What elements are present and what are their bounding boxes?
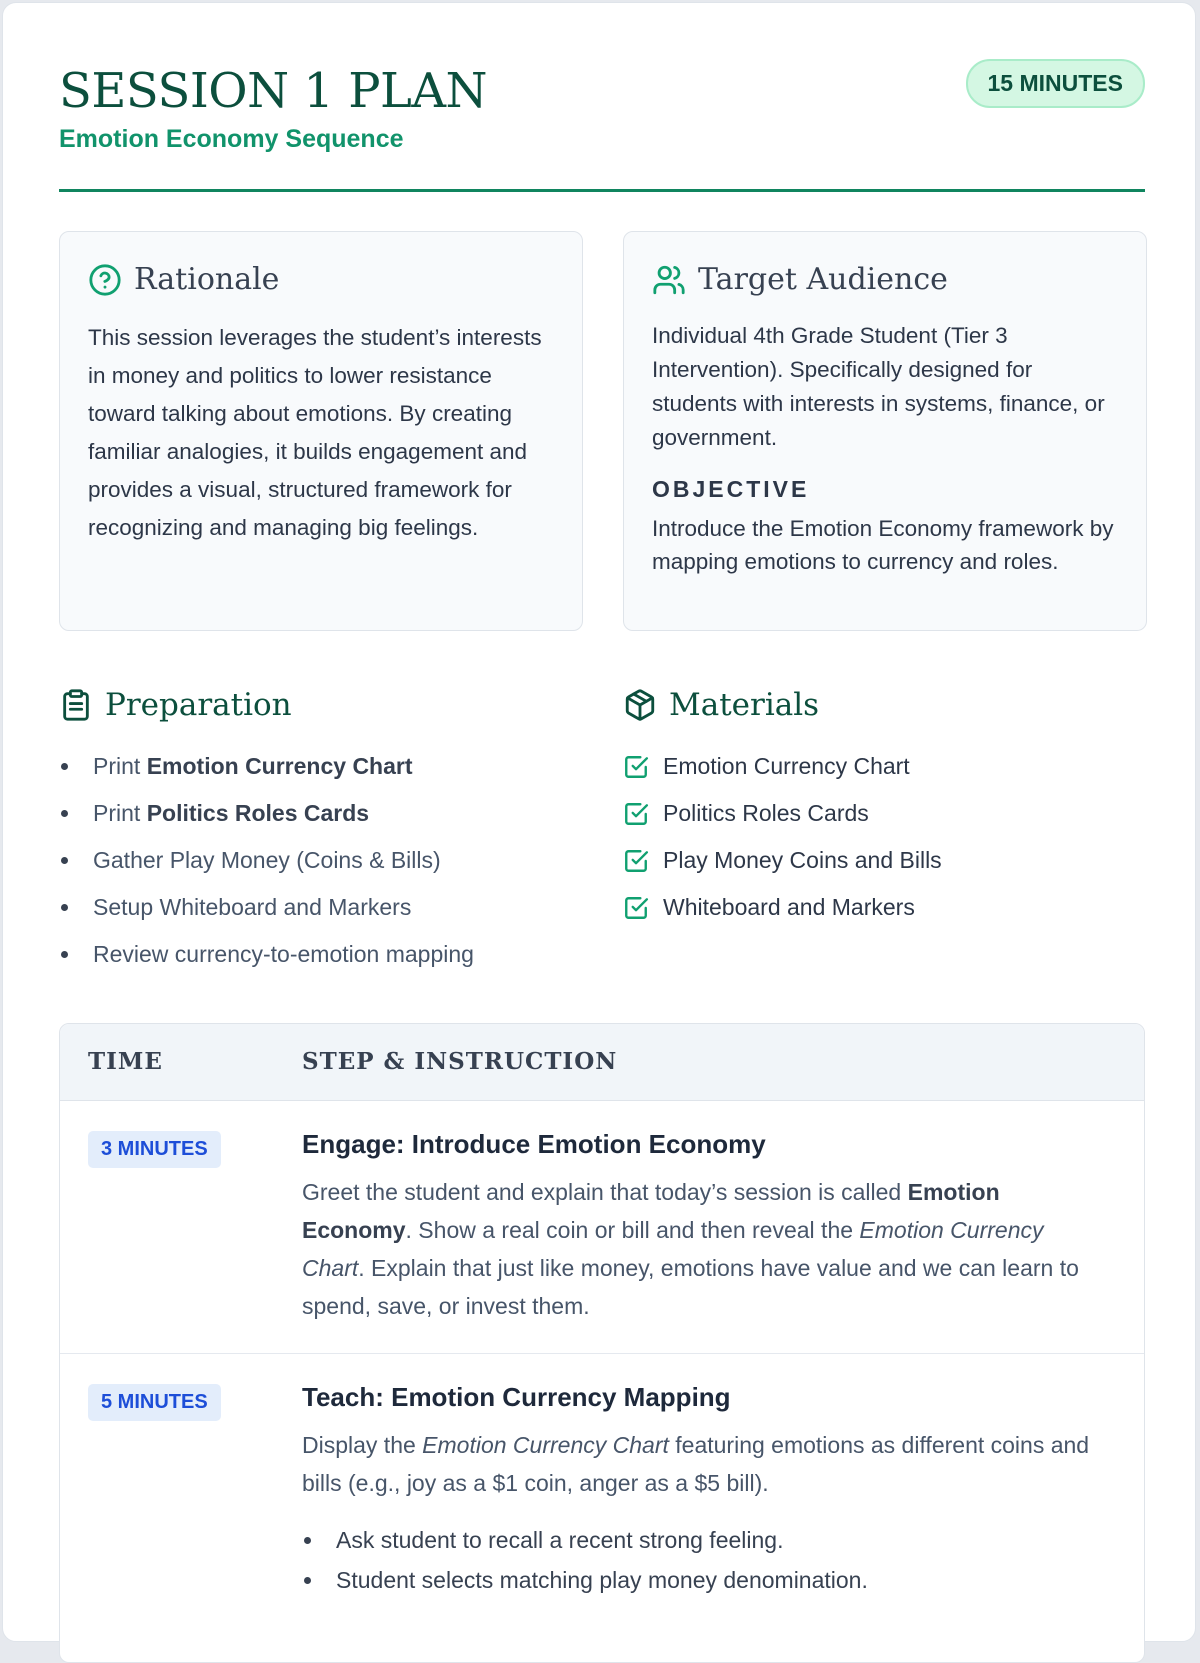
bullet-icon xyxy=(61,810,68,817)
materials-list xyxy=(623,745,942,933)
audience-text: Individual 4th Grade Student (Tier 3 Intervention). Specifically designed for students with interests in systems, finance, or government. xyxy=(652,323,1105,450)
rationale-heading: Rationale xyxy=(134,262,280,297)
item-bold-text: Politics Roles Cards xyxy=(146,800,370,826)
item-text: Play Money Coins and Bills xyxy=(663,847,942,873)
materials-heading: Materials xyxy=(669,687,820,723)
table-row xyxy=(60,1101,1144,1354)
item-text: Politics Roles Cards xyxy=(663,800,869,826)
instruction-text: . Explain that just like money, emotions have value and we can learn to spend, save, or invest them. xyxy=(302,1255,1079,1319)
instruction-text: Greet the student and explain that today’s session is called xyxy=(302,1179,908,1205)
audience-header xyxy=(652,262,948,297)
rationale-card xyxy=(59,231,583,631)
list-item xyxy=(59,886,474,933)
column-header-step: STEP & INSTRUCTION xyxy=(302,1048,618,1075)
target-audience-card xyxy=(623,231,1147,631)
item-text: Ask student to recall a recent strong feeling. xyxy=(336,1527,784,1553)
item-text: Student selects matching play money denomination. xyxy=(336,1567,868,1593)
item-text: Review currency-to-emotion mapping xyxy=(93,941,474,967)
step-bullet-list xyxy=(302,1520,868,1600)
bullet-icon xyxy=(61,904,68,911)
step-title: Engage: Introduce Emotion Economy xyxy=(302,1129,766,1159)
duration-badge: 15 MINUTES xyxy=(966,59,1145,108)
item-text: Print xyxy=(93,800,147,826)
step-instruction xyxy=(302,1426,1112,1502)
list-item xyxy=(623,745,942,792)
instruction-bold: Emotion Economy xyxy=(302,1179,1000,1243)
table-header xyxy=(60,1024,1144,1101)
page-subtitle: Emotion Economy Sequence xyxy=(59,125,404,153)
preparation-list xyxy=(59,745,474,980)
materials-header xyxy=(623,687,819,723)
preparation-header xyxy=(59,687,292,723)
audience-heading: Target Audience xyxy=(698,262,948,297)
clipboard-icon xyxy=(59,688,93,722)
objective-text: Introduce the Emotion Economy framework by mapping emotions to currency and roles. xyxy=(652,516,1114,574)
lesson-plan-page xyxy=(2,2,1196,1642)
item-text: Gather Play Money (Coins & Bills) xyxy=(93,847,441,873)
instruction-text: featuring emotions as different coins and bills (e.g., joy as a $1 coin, anger as a $5 bill). xyxy=(302,1432,1090,1496)
bullet-icon xyxy=(61,857,68,864)
users-icon xyxy=(652,263,686,297)
list-item xyxy=(623,886,942,933)
objective-label: OBJECTIVE xyxy=(652,476,810,502)
item-text: Setup Whiteboard and Markers xyxy=(93,894,412,920)
instruction-italic: Emotion Currency Chart xyxy=(302,1217,1044,1281)
bullet-icon xyxy=(304,1577,311,1584)
rationale-header xyxy=(88,262,279,297)
steps-table xyxy=(59,1023,1145,1663)
step-title: Teach: Emotion Currency Mapping xyxy=(302,1382,731,1412)
list-item xyxy=(302,1520,868,1560)
list-item xyxy=(59,745,474,792)
item-text: Print xyxy=(93,753,147,779)
rationale-text: This session leverages the student’s interests in money and politics to lower resistance toward talking about emotions. By creating familiar analogies, it builds engagement and provides a visual, structured framework for recognizing and managing big feelings. xyxy=(88,325,542,540)
time-badge: 5 MINUTES xyxy=(88,1384,221,1421)
table-row xyxy=(60,1354,1144,1663)
list-item xyxy=(59,792,474,839)
step-instruction xyxy=(302,1173,1112,1325)
list-item xyxy=(59,839,474,886)
column-header-time: TIME xyxy=(88,1048,163,1075)
checkbox-checked-icon xyxy=(623,754,649,780)
list-item xyxy=(59,933,474,980)
checkbox-checked-icon xyxy=(623,848,649,874)
checkbox-checked-icon xyxy=(623,895,649,921)
list-item xyxy=(623,839,942,886)
question-circle-icon xyxy=(88,263,122,297)
instruction-text: Display the xyxy=(302,1432,423,1458)
bullet-icon xyxy=(61,763,68,770)
item-text: Emotion Currency Chart xyxy=(663,753,910,779)
instruction-text: . Show a real coin or bill and then reveal the xyxy=(405,1217,860,1243)
item-text: Whiteboard and Markers xyxy=(663,894,915,920)
preparation-heading: Preparation xyxy=(105,687,292,723)
box-icon xyxy=(623,688,657,722)
list-item xyxy=(623,792,942,839)
item-bold-text: Emotion Currency Chart xyxy=(146,753,413,779)
instruction-italic: Emotion Currency Chart xyxy=(422,1432,669,1458)
page-header xyxy=(59,55,1145,192)
checkbox-checked-icon xyxy=(623,801,649,827)
page-title: SESSION 1 PLAN xyxy=(59,63,488,119)
list-item xyxy=(302,1560,868,1600)
bullet-icon xyxy=(304,1537,311,1544)
bullet-icon xyxy=(61,951,68,958)
time-badge: 3 MINUTES xyxy=(88,1131,221,1168)
